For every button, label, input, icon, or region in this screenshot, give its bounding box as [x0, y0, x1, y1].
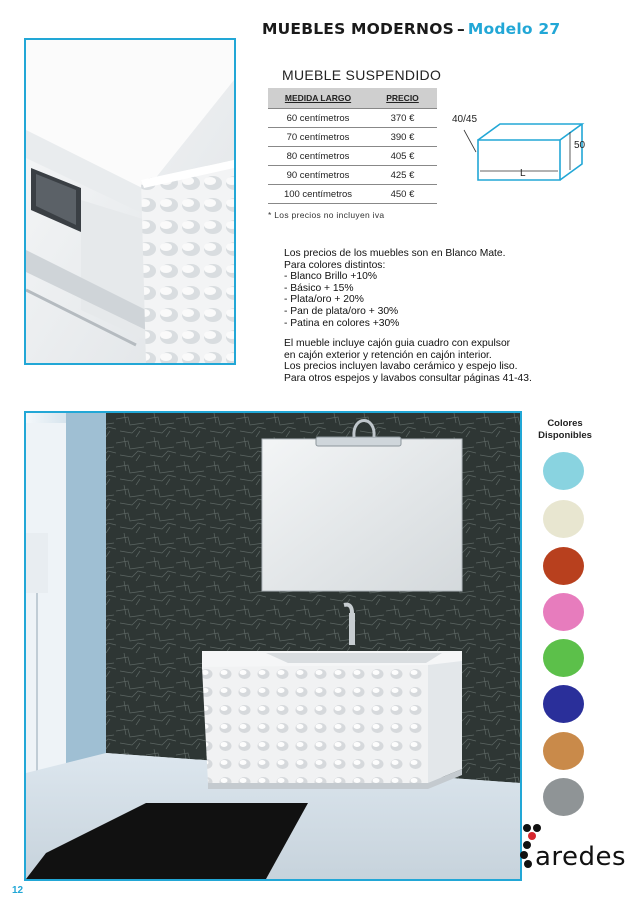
page-title [262, 20, 560, 38]
drawer-detail-illustration [26, 40, 234, 363]
dimension-diagram [448, 110, 598, 190]
colors-lead: Para colores distintos: [284, 259, 386, 271]
title-model: Modelo 27 [467, 20, 561, 38]
table-row [268, 147, 437, 166]
price-table [268, 88, 437, 204]
length-label: L [520, 168, 526, 179]
info-text [284, 248, 614, 385]
table-row [268, 128, 437, 147]
detail-line: Los precios incluyen lavabo cerámico y espejo liso. [284, 361, 518, 373]
header-size: MEDIDA LARGO [268, 88, 368, 109]
detail-line: en cajón exterior y retención en cajón interior. [284, 349, 492, 361]
product-title: MUEBLE SUSPENDIDO [282, 67, 442, 83]
drawer-detail-photo [24, 38, 236, 365]
colors-title-line2: Disponibles [538, 430, 592, 441]
colors-intro: Los precios de los muebles son en Blanco Mate. [284, 248, 506, 259]
title-separator: – [456, 20, 465, 38]
color-swatch [543, 593, 584, 631]
color-swatch [543, 547, 584, 585]
color-swatch [543, 732, 584, 770]
bathroom-illustration [26, 413, 520, 879]
color-option: - Pan de plata/oro + 30% [284, 305, 399, 317]
color-option: - Patina en colores +30% [284, 317, 400, 329]
depth-label: 40/45 [452, 114, 478, 125]
size-cell: 90 centímetros [268, 166, 368, 185]
bathroom-photo [24, 411, 522, 881]
brand-logo [519, 820, 627, 875]
table-row [268, 166, 437, 185]
table-row [268, 109, 437, 128]
price-cell: 405 € [368, 147, 437, 166]
colors-title-line1: Colores [547, 418, 583, 429]
height-label: 50 [574, 140, 586, 151]
size-cell: 60 centímetros [268, 109, 368, 128]
title-main: MUEBLES MODERNOS [262, 20, 454, 38]
price-cell: 370 € [368, 109, 437, 128]
size-cell: 80 centímetros [268, 147, 368, 166]
price-cell: 425 € [368, 166, 437, 185]
colors-panel-title [530, 418, 600, 442]
color-swatch [543, 639, 584, 677]
price-cell: 390 € [368, 128, 437, 147]
table-header-row [268, 88, 437, 109]
detail-line: Para otros espejos y lavabos consultar páginas 41-43. [284, 372, 532, 384]
brand-name: aredes [535, 842, 627, 872]
color-option: - Blanco Brillo +10% [284, 271, 378, 283]
price-note: * Los precios no incluyen iva [268, 210, 385, 220]
color-swatch [543, 500, 584, 538]
size-cell: 70 centímetros [268, 128, 368, 147]
header-price: PRECIO [368, 88, 437, 109]
table-row [268, 185, 437, 204]
color-option: - Básico + 15% [284, 282, 354, 294]
color-option: - Plata/oro + 20% [284, 294, 364, 306]
color-swatch [543, 778, 584, 816]
price-cell: 450 € [368, 185, 437, 204]
size-cell: 100 centímetros [268, 185, 368, 204]
detail-line: El mueble incluye cajón guia cuadro con expulsor [284, 338, 511, 350]
page-number: 12 [12, 885, 24, 896]
color-swatch [543, 685, 584, 723]
color-swatch [543, 452, 584, 490]
